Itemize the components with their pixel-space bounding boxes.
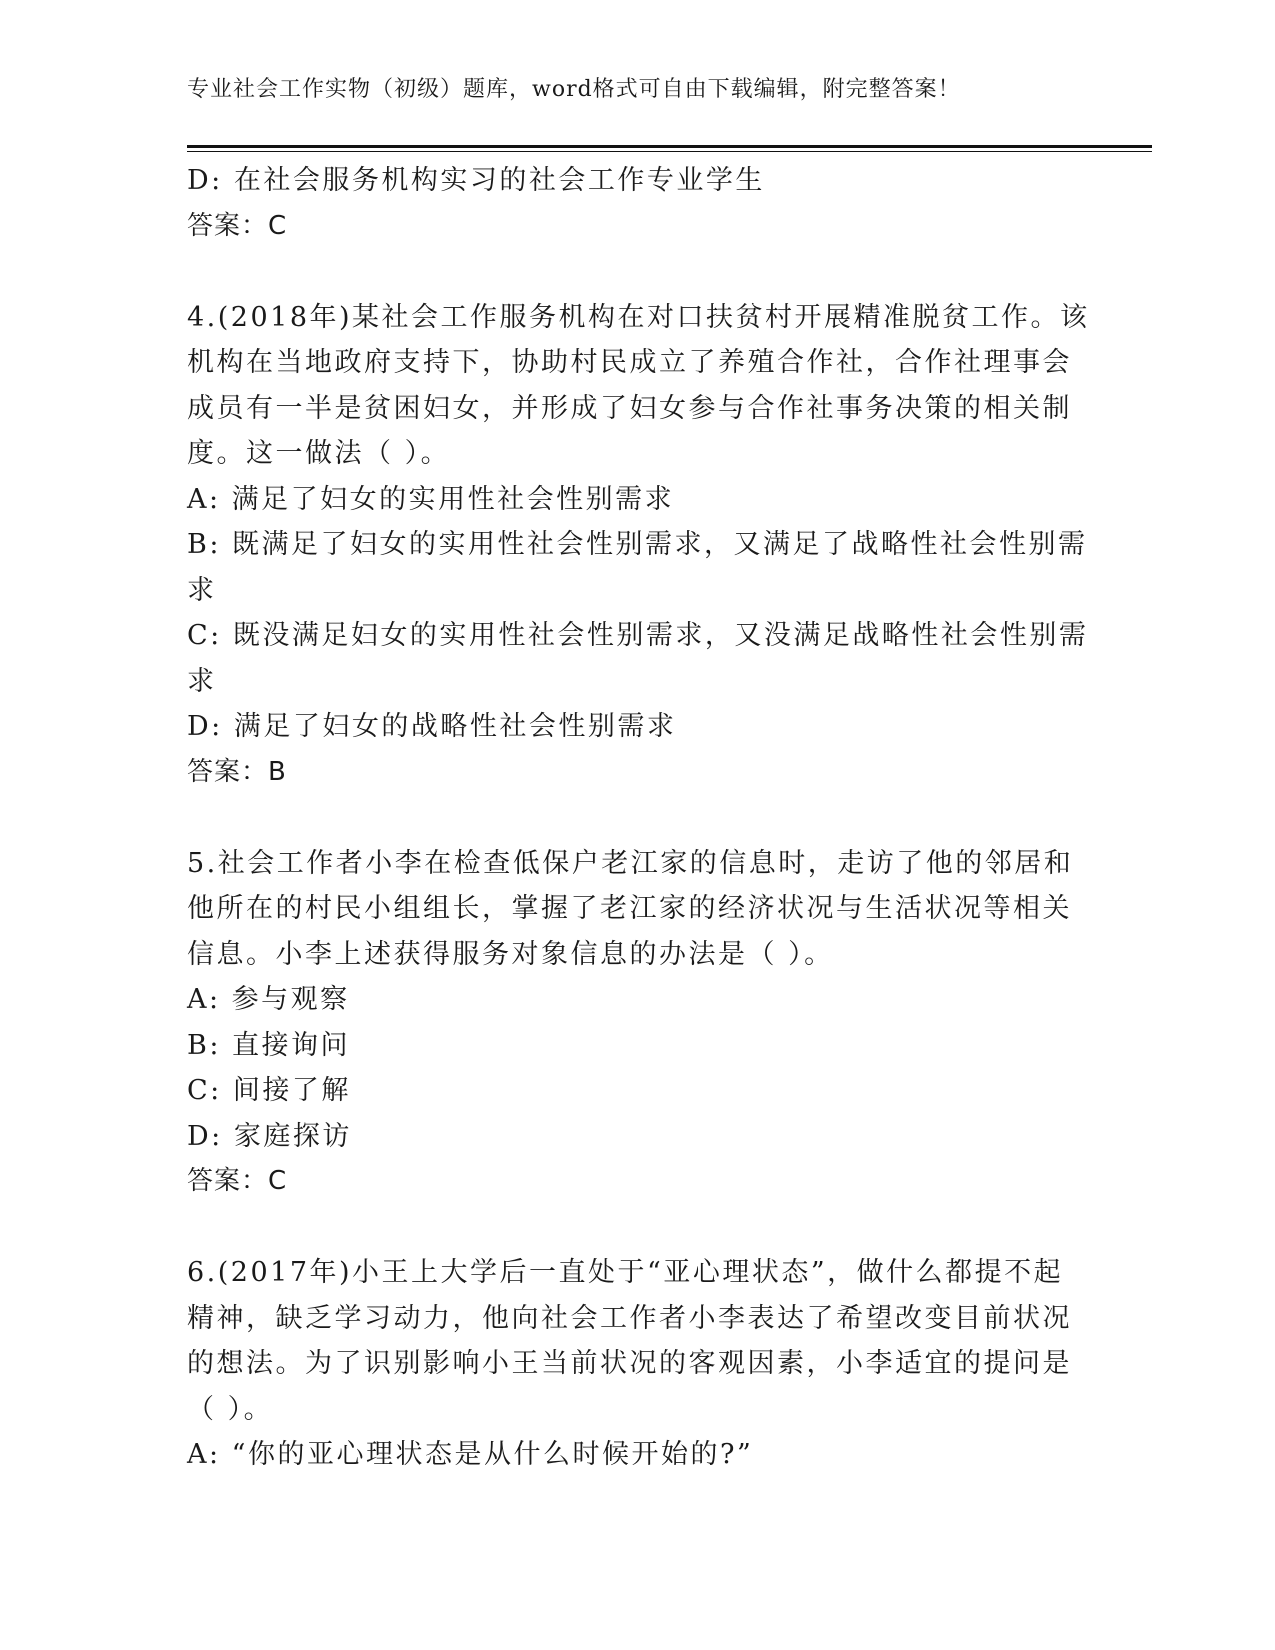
q3-answer: 答案：C [187, 210, 288, 241]
q5-stem-line: 信息。小李上述获得服务对象信息的办法是（ ）。 [187, 938, 834, 970]
q4-option-a: A: 满足了妇女的实用性社会性别需求 [187, 483, 675, 515]
q4-option-b: B: 既满足了妇女的实用性社会性别需求，又满足了战略性社会性别需 [187, 529, 1088, 560]
question-5 [187, 841, 1074, 1205]
q6-stem-line: 6.(2017年)小王上大学后一直处于“亚心理状态”，做什么都提不起 [187, 1257, 1064, 1288]
q5-option-a: A: 参与观察 [187, 984, 350, 1015]
question-4 [187, 295, 1090, 796]
header-rule-thick [187, 145, 1152, 148]
q5-option-d: D: 家庭探访 [187, 1120, 352, 1152]
q4-option-c: C: 既没满足妇女的实用性社会性别需求，又没满足战略性社会性别需 [187, 620, 1089, 651]
q3-option-d: D: 在社会服务机构实习的社会工作专业学生 [187, 165, 765, 196]
q6-stem-line: （ ）。 [187, 1393, 274, 1425]
q4-stem-line: 成员有一半是贫困妇女，并形成了妇女参与合作社事务决策的相关制 [187, 392, 1072, 424]
page-header: 专业社会工作实物（初级）题库，word格式可自由下载编辑，附完整答案！ [187, 77, 961, 102]
question-6 [187, 1250, 1072, 1478]
q5-option-c: C: 间接了解 [187, 1075, 351, 1106]
q6-option-a: A: “你的亚心理状态是从什么时候开始的?” [187, 1439, 754, 1470]
spacer [187, 249, 1067, 295]
q4-stem-line: 4.(2018年)某社会工作服务机构在对口扶贫村开展精准脱贫工作。该 [187, 301, 1090, 333]
q4-option-d: D: 满足了妇女的战略性社会性别需求 [187, 711, 677, 742]
q5-option-b: B: 直接询问 [187, 1029, 351, 1061]
spacer [187, 1205, 1067, 1251]
q4-answer: 答案：B [187, 756, 287, 787]
q4-option-c-cont: 求 [187, 665, 217, 697]
q6-stem-line: 的想法。为了识别影响小王当前状况的客观因素，小李适宜的提问是 [187, 1348, 1072, 1379]
q5-stem-line: 5.社会工作者小李在检查低保户老江家的信息时，走访了他的邻居和 [187, 847, 1074, 879]
q4-option-b-cont: 求 [187, 574, 217, 606]
q4-stem-line: 机构在当地政府支持下，协助村民成立了养殖合作社，合作社理事会 [187, 347, 1072, 378]
spacer [187, 795, 1067, 841]
q6-stem-line: 精神，缺乏学习动力，他向社会工作者小李表达了希望改变目前状况 [187, 1302, 1072, 1334]
header-rule-thin [187, 151, 1152, 152]
q4-stem-line: 度。这一做法（ ）。 [187, 438, 451, 469]
q5-stem-line: 他所在的村民小组组长，掌握了老江家的经济状况与生活状况等相关 [187, 893, 1072, 924]
document-body [187, 158, 1090, 1478]
q5-answer: 答案：C [187, 1166, 288, 1196]
